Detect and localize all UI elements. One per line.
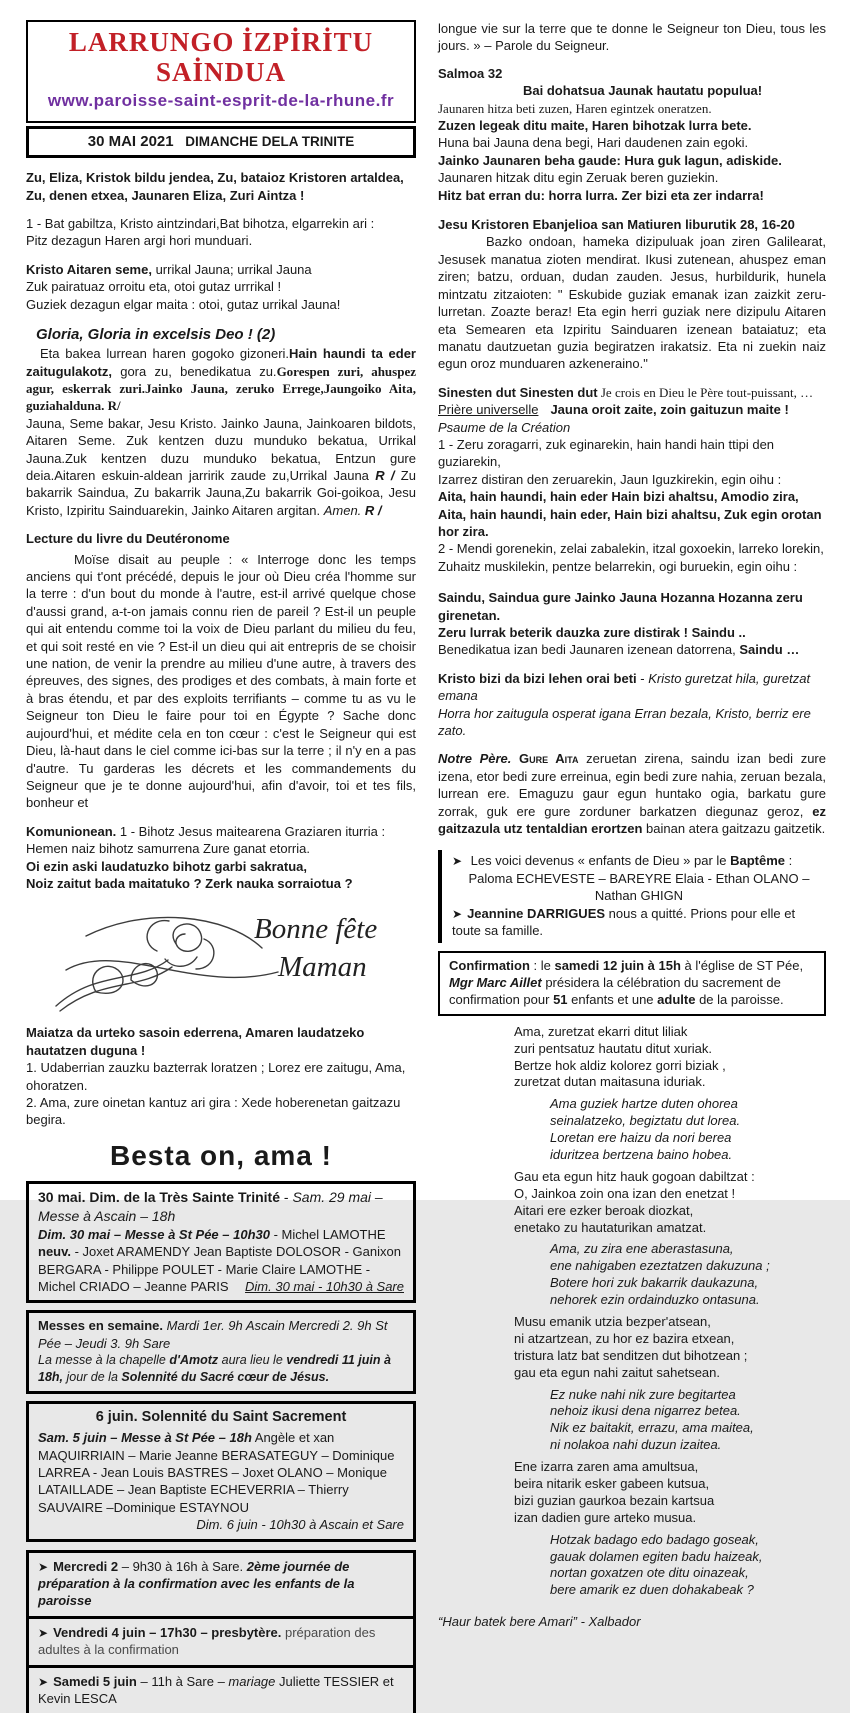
poem-stanza: Gau eta egun hitz hauk gogoan dabiltzat : O, Jainkoa zoin ona izan den enetzat ! Aitari ere ezker beroak diozkat, enetako zu hautaturikan amatzat.: [514, 1168, 755, 1235]
date-banner: [26, 126, 416, 158]
right-column: [438, 20, 826, 1630]
gloria-text-2: Jauna, Seme bakar, Jesu Kristo. Jainko Jauna, Jainkoaren bildots, Aitaren Seme. Zuk kentzen duzu munduko bekatua, Urrikal Jauna.Zuk kentzen duzu munduko bekatua, Entzun gure deia.Aitaren eskuin-aldean jarririk zaude zu,Urrikal Jauna R / Zu bakarrik Saindua, Zu bakarrik Jauna,Zu bakarrik Goi-goikoa, Jesu Kristo, Izpiritu Sainduarekin, Jainko Aitaren argitan. Amen. R /: [26, 415, 416, 518]
mass-date-right: Dim. 6 juin - 10h30 à Ascain et Sare: [196, 1517, 404, 1533]
poem-stanza: Ama, zuretzat ekarri ditut liliak zuri pentsatuz hautatu ditut xuriak. Bertze hok aldiz kolorez gorri biziak , zuretzat dutan maitasuna iduriak.: [514, 1023, 726, 1090]
may-hymn: Maiatza da urteko sasoin ederrena, Amaren laudatzeko hautatzen duguna ! 1. Udaberrian zauzku bazterrak loratzen ; Lorez ere zaitugu, Ama, ohoratzen. 2. Ama, zure oinetan kantuz ari gira : Xede hoberenetan gaitzazu begira.: [26, 1025, 406, 1128]
rose-caption-line1: Bonne fête: [254, 913, 378, 946]
arrow-bullet-icon: ➤: [452, 906, 463, 921]
hymn-verse-1: 1 - Bat gabiltza, Kristo aintzindari,Bat bihotza, elgarrekin ari : Pitz dezagun Haren argi hori munduari.: [26, 216, 375, 249]
arrow-bullet-icon: ➤: [38, 1559, 49, 1574]
rose-illustration: [26, 898, 416, 1022]
poem-stanza: Ama, zu zira ene aberastasuna, ene nahigaben ezeztatzen dakuzuna ; Botere hori zuk bakarrik daukazuna, nehorek ezin ordainduzko ontasuna.: [550, 1241, 770, 1308]
gloria-text: Eta bakea lurrean haren gogoko gizoneri.Hain haundi ta eder zaitugulakotz, gora zu, benedikatua zu.Gorespen zuri, ahuspez agur, eskerrak zuri.Jainko Jauna, zeruko Errege,Jaungoiko Aita, guziahalduna. R/: [26, 346, 416, 414]
gospel-text: Bazko ondoan, hameka dizipuluak joan ziren Galilearat, Jesusek manatua zioten mendirat. Ikusi zutenean, ahuspez eman ziren; batzu, orduan, dudan zauden. Jesus, hurbildurik, hunela mintzatu zitzaioten: " Eskubide guziak emanak izan zaizkit zeru-lurretan. Zoazte beraz! Eta egin herri guziak nere dizipulu Aitaren eta Semearen eta Izpiritu Sainduaren izenean bataiatuz; eta manatu dautzuetan guzia begiratzen irakatsiz. Eta ni zuekin naiz egun oroz munduaren azkeneraino.": [438, 234, 826, 372]
left-column: [26, 20, 416, 1707]
poem-stanza: Ene izarra zaren ama amultsua, beira nitarik esker gabeen kutsua, bizi guzian gaurkoa bezain kartsua izan dadien gure arteko musua.: [514, 1459, 715, 1525]
kyrie-hymn: Kristo Aitaren seme, urrikal Jauna; urrikal Jauna Zuk pairatuaz orroitu eta, otoi gutaz urrrikal ! Guziek dezagun elgar maita : otoi, gutaz urrikal Jauna!: [26, 261, 341, 312]
agenda-item-samedi: ➤ Samedi 5 juin – 11h à Sare – mariage Juliette TESSIER et Kevin LESCA: [29, 1665, 413, 1713]
rose-caption-line2: Maman: [278, 951, 367, 984]
psalm-heading: Salmoa 32: [438, 65, 503, 81]
reading-continuation: longue vie sur la terre que te donne le Seigneur ton Dieu, tous les jours. » – Parole du Seigneur.: [438, 21, 826, 54]
gospel-heading: Jesu Kristoren Ebanjelioa san Matiuren liburutik 28, 16-20: [438, 217, 795, 233]
besta-heading: Besta on, ama !: [110, 1139, 332, 1171]
our-father: Notre Père. Gure Aita zeruetan zirena, saindu izan bedi zure izena, etor bedi zure erreinua, egin bedi zure nahia, zeruan bezala, lurrean ere. Emaguzu gaur egun huntako ogia, barkatu gure zorrak, guk ere gure zorduner barkatzen diegunaz geroz, ez gaitzazula utz tentaldian erortzen bainan atera gaitzazu gaitzetik.: [438, 751, 826, 837]
mothers-day-poem: [438, 1024, 826, 1600]
arrow-bullet-icon: ➤: [38, 1674, 49, 1689]
bulletin-date: 30 MAI 2021: [87, 133, 174, 151]
creation-psalm-title: Psaume de la Création: [438, 419, 571, 435]
psalm-refrain: Bai dohatsua Jaunak hautatu populua!: [523, 83, 763, 99]
poem-stanza: Ama guziek hartze duten ohorea seinalatzeko, begiztatu dut lorea. Loretan ere haizu da nori berea iduritzea bertzena baino hobea.: [550, 1096, 741, 1162]
saint-sacrement-box: 6 juin. Solennité du Saint Sacrement Sam. 5 juin – Messe à St Pée – 18h Angèle et xan MAQUIRRIAIN – Marie Jeanne BERASATEGUY – Dominique LARREA - Jean Louis BASTRES – Joxet OLANO – Monique LATAILLADE – Jean Baptiste ECHEVERRIA – Thierry SAUVAIRE –Dominique ESTAYNOU Dim. 6 juin - 10h30 à Ascain et Sare: [26, 1401, 416, 1542]
communion-hymn: Komunionean. 1 - Bihotz Jesus maitearena Graziaren iturria : Hemen naiz bihotz samurrena Zure ganat etorria. Oi ezin aski laudatuzko bihotz garbi sakratua, Noiz zaitut bada maitatuko ? Zerk nauka sorraiotua ?: [26, 823, 386, 891]
baptism-names: Paloma ECHEVESTE – BAREYRE Elaia - Ethan OLANO – Nathan GHIGN: [468, 870, 810, 904]
sanctus: Saindu, Saindua gure Jainko Jauna Hozanna Hozanna zeru girenetan. Zeru lurrak beterik dauzka zure distirak ! Saindu .. Benedikatua izan bedi Jaunaren izenean datorrena, Saindu …: [438, 590, 803, 658]
opening-hymn: Zu, Eliza, Kristok bildu jendea, Zu, bataioz Kristoren artaldea, Zu, denen etxea, Jaunaren Eliza, Zuri Aintza !: [26, 170, 404, 203]
poem-stanza: Musu emanik utzia bezper'atsean, ni atzartzean, zu hor ez bazira etxean, tristura latz bat senditzen dut bihotzean ; gau eta egun nahi zaitut sahetsean.: [514, 1313, 748, 1380]
credo-line: Sinesten dut Sinesten dut Je crois en Dieu le Père tout-puissant, …: [438, 384, 814, 400]
baptism-announcement-box: ➤ Les voici devenus « enfants de Dieu » par le Baptême : Paloma ECHEVESTE – BAREYRE Elaia - Ethan OLANO – Nathan GHIGN ➤ Jeannine DARRIGUES nous a quitté. Prions pour elle et toute sa famille.: [438, 850, 826, 942]
agenda-box: [26, 1550, 416, 1713]
anamnesis: Kristo bizi da bizi lehen orai beti - Kristo guretzat hila, guretzat emana Horra hor zaitugula osperat igana Erran bezala, Kristo, berriz ere zato.: [438, 670, 811, 739]
trinity-sunday-box: 30 mai. Dim. de la Très Sainte Trinité - Sam. 29 mai – Messe à Ascain – 18h Dim. 30 mai – Messe à St Pée – 10h30 - Michel LAMOTHE neuv. - Joxet ARAMENDY Jean Baptiste DOLOSOR - Ganixon BERGARA - Philippe POULET - Marie Claire LAMOTHE - Michel CRIADO – Jeanne PARIS Dim. 30 mai - 10h30 à Sare: [26, 1181, 416, 1303]
arrow-bullet-icon: ➤: [38, 1625, 49, 1640]
rose-drawing: [26, 898, 416, 1022]
gloria-heading: Gloria, Gloria in excelsis Deo ! (2): [36, 326, 276, 344]
psalm-verses: Jaunaren hitza beti zuzen, Haren egintzek oneratzen. Zuzen legeak ditu maite, Haren bihotzak lurra bete. Huna bai Jauna dena begi, Hari daudenen zain egoki. Jainko Jaunaren beha gaude: Hura guk lagun, adiskide. Jaunaren hitzak ditu egin Zeruak beren guziekin. Hitz bat erran du: horra lurra. Zer bizi eta zer indarra!: [438, 100, 782, 203]
reading-heading: Lecture du livre du Deutéronome: [26, 531, 230, 547]
masthead-box: [26, 20, 416, 123]
parish-url-link[interactable]: www.paroisse-saint-esprit-de-la-rhune.fr: [47, 91, 395, 111]
feast-name: DIMANCHE DELA TRINITE: [185, 134, 355, 150]
arrow-bullet-icon: ➤: [452, 854, 463, 869]
poem-attribution: “Haur batek bere Amari” - Xalbador: [438, 1614, 641, 1630]
reading-text: Moïse disait au peuple : « Interroge donc les temps anciens qui t'ont précédé, depuis le jour où Dieu créa l'homme sur la terre : d'un bout du monde à l'autre, est-il arrivé quelque chose d'aussi grand, a-t-on jamais connu rien de pareil ? Est-il un peuple qui ait entendu comme toi la voix de Dieu parlant du milieu du feu, et qui soit resté en vie ? Est-il un dieu qui ait entrepris de se choisir une nation, de venir la prendre au milieu d'une autre, à travers des épreuves, des signes, des prodiges et des combats, à main forte et à bras étendu, et par des exploits terrifiants – comme tu as vu le Seigneur ton Dieu le faire pour toi en Égypte ? Sache donc aujourd'hui, et médite cela en ton cœur : c'est le Seigneur qui est Dieu, là-haut dans le ciel comme ici-bas sur la terre ; il n'y en a pas d'autre. Tu garderas les décrets et les commandements du Seigneur que je te donne aujourd'hui, afin d'avoir, toi et tes fils, bonheur et: [26, 551, 416, 811]
agenda-item-vendredi: ➤ Vendredi 4 juin – 17h30 – presbytère. préparation des adultes à la confirmation: [29, 1616, 413, 1665]
universal-prayer-line: Prière universelle Jauna oroit zaite, zoin gaituzun maite !: [438, 402, 789, 418]
bulletin-title: LARRUNGO İZPİRİTU SAİNDUA: [68, 27, 374, 87]
agenda-item-mercredi: ➤ Mercredi 2 – 9h30 à 16h à Sare. 2ème journée de préparation à la confirmation avec les enfants de la paroisse: [38, 1558, 355, 1609]
weekday-masses-box: Messes en semaine. Mardi 1er. 9h Ascain Mercredi 2. 9h St Pée – Jeudi 3. 9h Sare La messe à la chapelle d'Amotz aura lieu le vendredi 11 juin à 18h, jour de la Solennité du Sacré cœur de Jésus.: [26, 1310, 416, 1393]
poem-stanza: Ez nuke nahi nik zure begitartea nehoiz ikusi dena nigarrez betea. Nik ez baitakit, errazu, ama maitea, ni nolakoa nahi duzun izaitea.: [550, 1386, 754, 1453]
mass-date-right: Dim. 30 mai - 10h30 à Sare: [245, 1279, 404, 1295]
confirmation-box: Confirmation : le samedi 12 juin à 15h à l'église de ST Pée, Mgr Marc Aillet présidera la célébration du sacrement de confirmation pour 51 enfants et une adulte de la paroisse.: [438, 951, 826, 1016]
creation-psalm: 1 - Zeru zoragarri, zuk eginarekin, hain handi hain ttipi den guziarekin, Izarrez distiran den zeruarekin, Jaun Iguzkirekin, egin oihu : Aita, hain haundi, hain eder Hain bizi ahaltsu, Amodio zira, Aita, hain haundi, hain eder, Hain bizi ahaltsu, Zuk egin orotan hor zira. 2 - Mendi gorenekin, zelai zabalekin, itzal goxoekin, larreko lorekin, Zuhaitz muskilekin, pentze belarrekin, ogi buruekin, egin oihu :: [438, 436, 824, 574]
poem-stanza: Hotzak badago edo badago goseak, gauak dolamen egiten badu haizeak, nortan goxatzen ote ditu oinazeak, bere amarik ez duen dohakabeak ?: [550, 1531, 763, 1598]
saint-sacrement-heading: 6 juin. Solennité du Saint Sacrement: [95, 1408, 347, 1425]
